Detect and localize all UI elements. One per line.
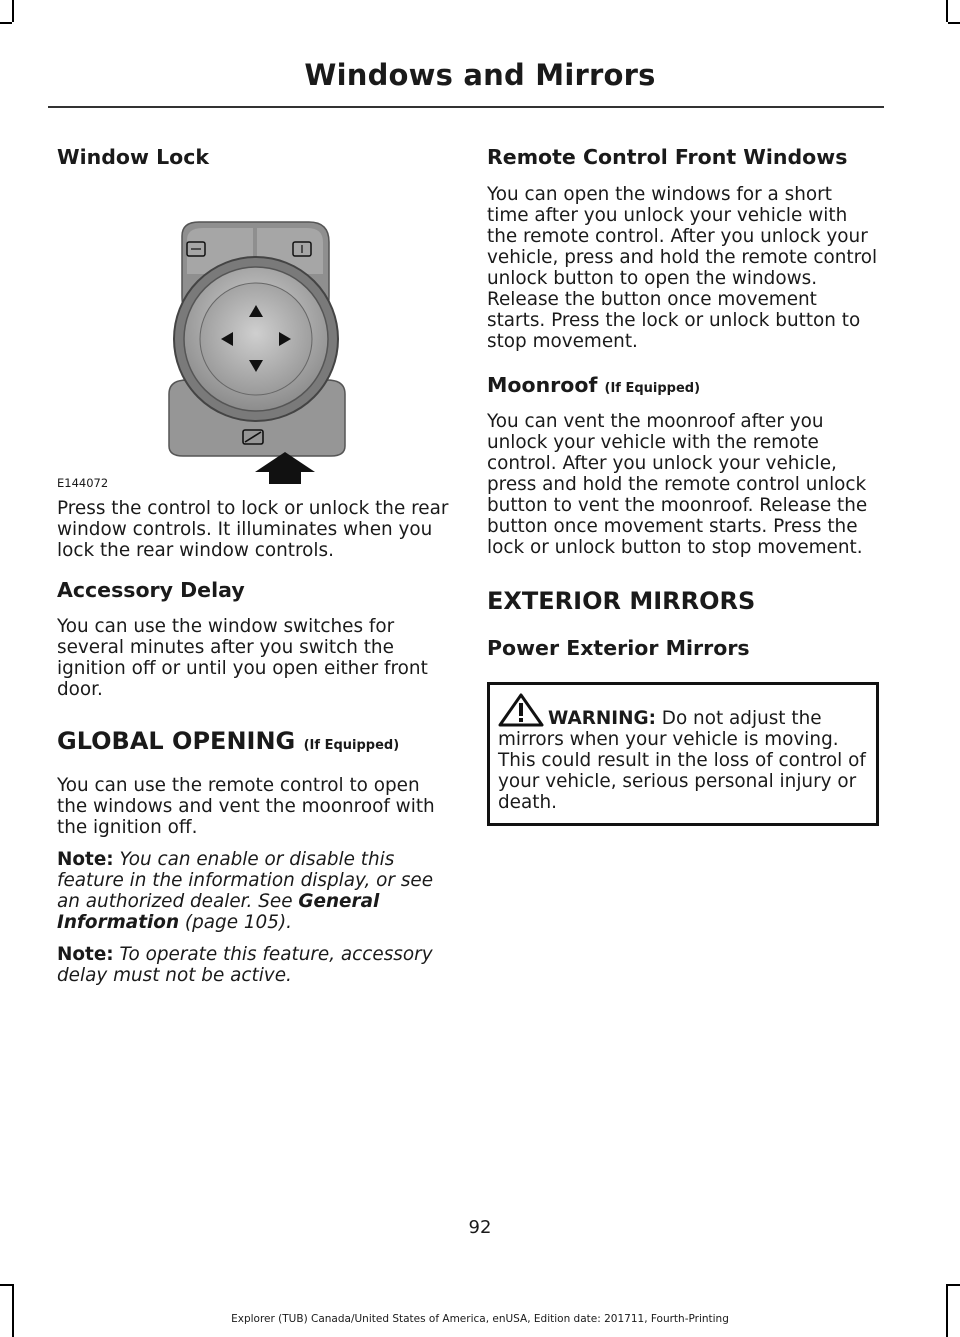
note-2 [57,944,449,986]
window-lock-heading: Window Lock [57,145,209,169]
note-page-ref: (page 105). [184,912,292,934]
title-divider [48,106,884,108]
note-1 [57,849,449,933]
global-opening-title: GLOBAL OPENING [57,727,296,756]
moonroof-heading [487,372,879,399]
warning-label: WARNING: [548,708,656,730]
if-equipped-label: (If Equipped) [303,738,400,754]
crop-mark [946,0,948,22]
figure-id: E144072 [57,475,109,490]
crop-mark [0,22,12,24]
accessory-delay-paragraph: You can use the window switches for several minutes after you switch the ignition off or until you open either front door. [57,616,428,701]
warning-paragraph [498,693,870,813]
note-text: You can enable or disable this feature in the information display, or see an authorized dealer. See [57,849,434,913]
note-text: To operate this feature, accessory delay must not be active. [57,944,433,987]
left-column [57,144,449,997]
edition-footer: Explorer (TUB) Canada/United States of America, enUSA, Edition date: 201711, Fourth-Printing [231,1313,729,1325]
global-opening-paragraph: You can use the remote control to open the windows and vent the moonroof with the ignition off. [57,775,435,839]
moonroof-title: Moonroof [487,372,598,397]
note-label: Note: [57,944,114,966]
crop-mark [948,1284,960,1286]
power-exterior-mirrors-heading: Power Exterior Mirrors [487,636,750,661]
page-title: Windows and Mirrors [304,58,656,92]
remote-front-heading: Remote Control Front Windows [487,145,848,169]
cross-reference-link[interactable]: General Information [57,891,380,934]
note-label: Note: [57,849,114,871]
warning-triangle-icon [498,693,544,727]
crop-mark [0,1284,12,1286]
if-equipped-label: (If Equipped) [604,380,701,396]
window-lock-switch-illustration [57,184,449,484]
moonroof-paragraph: You can vent the moonroof after you unlock your vehicle with the remote control. After you unlock your vehicle, press and hold the remote control unlock button to vent the moonroof. Release the button once movement starts. Press the lock or unlock button to stop movement. [487,411,868,559]
crop-mark [948,22,960,24]
window-lock-figure [57,184,449,490]
accessory-delay-heading: Accessory Delay [57,577,245,602]
warning-box [487,682,879,826]
right-column [487,144,879,826]
remote-front-paragraph: You can open the windows for a short time after you unlock your vehicle with the remote control. After you unlock your vehicle, press and hold the remote control unlock button to open the windows. Release the button once movement starts. Press the lock or unlock button to stop movement. [487,183,878,352]
crop-mark [12,1284,14,1337]
crop-mark [12,0,14,22]
warning-text: Do not adjust the mirrors when your vehicle is moving. This could result in the loss of control of your vehicle, serious personal injury or death. [498,708,866,814]
crop-mark [946,1284,948,1337]
page-number: 92 [468,1217,492,1238]
global-opening-heading [57,726,449,757]
window-lock-paragraph: Press the control to lock or unlock the rear window controls. It illuminates when you lock the rear window controls. [57,497,449,561]
exterior-mirrors-heading: EXTERIOR MIRRORS [487,587,756,616]
